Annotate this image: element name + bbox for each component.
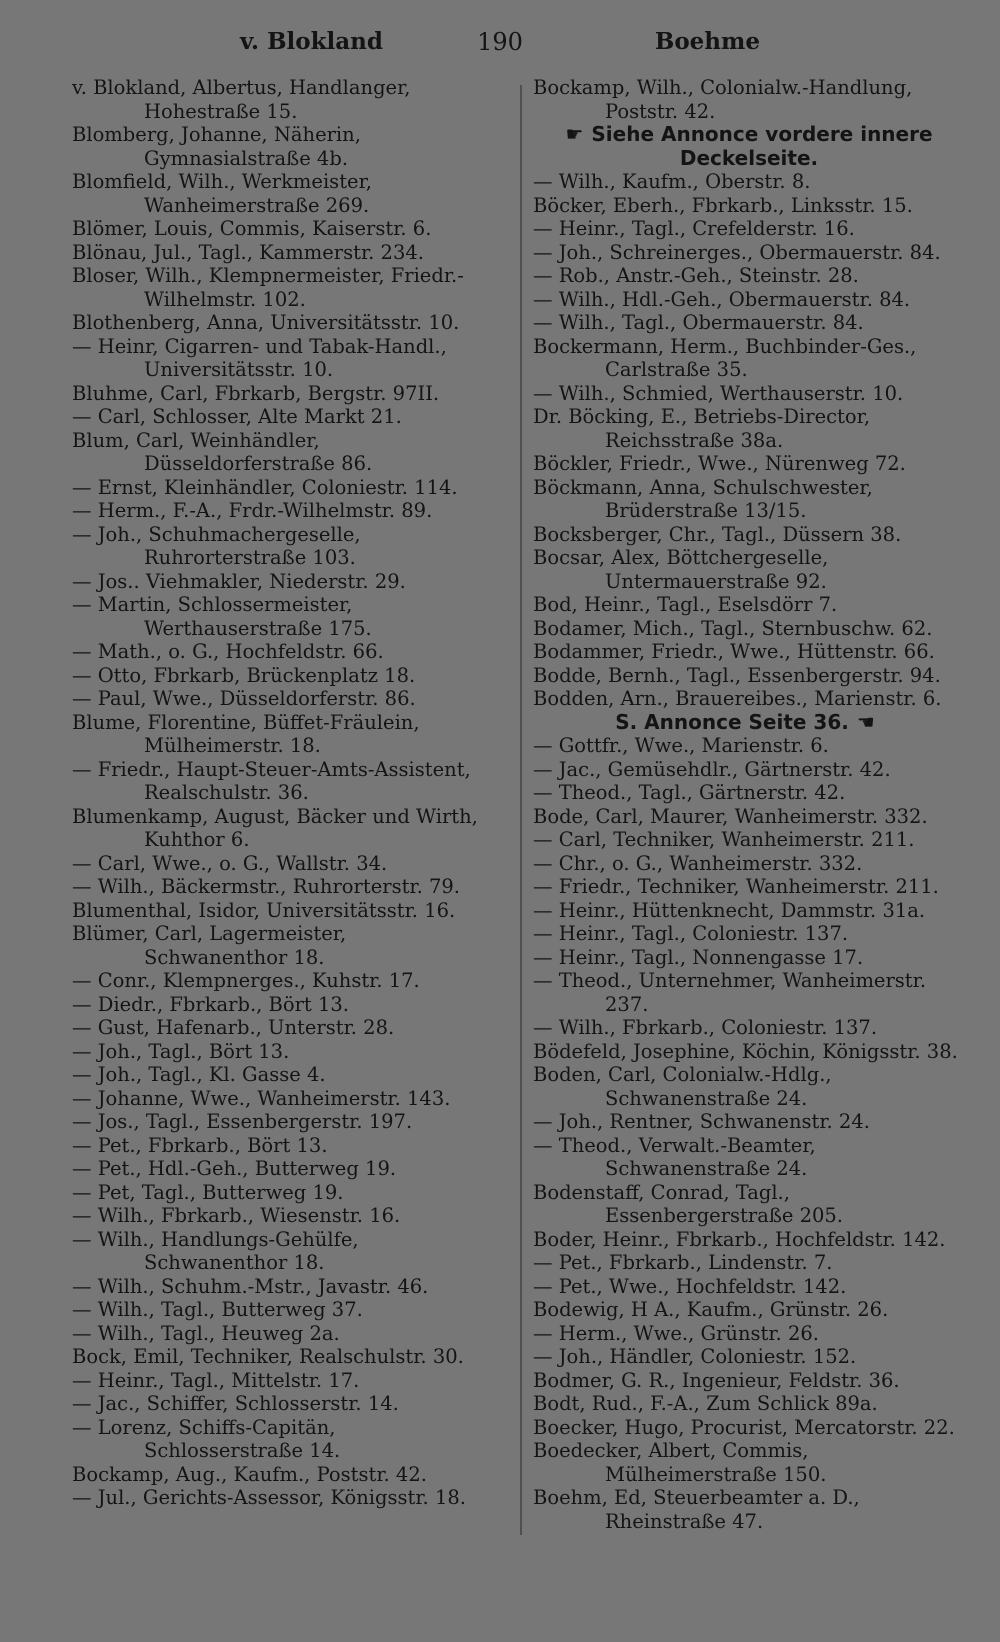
directory-entry: — Carl, Schlosser, Alte Markt 21. [72,405,402,428]
directory-entry: Bockamp, Wilh., Colonialw.-Handlung, Poststr. 42. [533,76,913,123]
header-left-catchword: v. Blokland [240,28,383,55]
directory-entry: — Heinr., Tagl., Coloniestr. 137. [533,922,849,945]
directory-entry: — Heinr., Tagl., Mittelstr. 17. [72,1368,360,1392]
left-column [72,76,492,1510]
directory-entry: — Gottfr., Wwe., Marienstr. 6. [533,734,829,757]
directory-entry: — Conr., Klempnerges., Kuhstr. 17. [72,969,420,992]
annonce-note [533,711,965,735]
directory-entry: — Jos., Tagl., Essenbergerstr. 197. [72,1110,413,1133]
directory-entry: — Wilh., Tagl., Butterweg 37. [72,1298,363,1321]
directory-entry: Dr. Böcking, E., Betriebs-Director, Reichsstraße 38a. [533,405,871,452]
annonce-text: S. Annonce Seite 36. [615,709,849,734]
directory-entry: Boden, Carl, Colonialw.-Hdlg., Schwanenstraße 24. [533,1063,832,1110]
directory-entry: — Friedr., Techniker, Wanheimerstr. 211. [533,875,939,898]
annonce-note [533,123,965,170]
annonce-text: Siehe Annonce vordere innere Deckelseite. [591,122,933,170]
directory-entry: — Joh., Tagl., Kl. Gasse 4. [72,1063,326,1086]
directory-entry: Bloser, Wilh., Klempnermeister, Friedr.-Wilhelmstr. 102. [72,264,464,311]
directory-entry: — Wilh., Schmied, Werthauserstr. 10. [533,381,904,405]
directory-entry: — Joh., Schuhmachergeselle, Ruhrorterstraße 103. [72,522,361,569]
directory-entry: Boedecker, Albert, Commis, Mülheimerstraße 150. [533,1439,827,1486]
directory-entry: Blumenthal, Isidor, Universitätsstr. 16. [72,898,456,922]
directory-entry: — Pet., Hdl.-Geh., Butterweg 19. [72,1157,397,1180]
directory-entry: — Friedr., Haupt-Steuer-Amts-Assistent, Realschulstr. 36. [72,757,471,804]
directory-entry: — Pet, Tagl., Butterweg 19. [72,1180,344,1204]
directory-entry: — Joh., Rentner, Schwanenstr. 24. [533,1110,870,1133]
directory-entry: Bodewig, H A., Kaufm., Grünstr. 26. [533,1298,889,1321]
directory-entry: — Diedr., Fbrkarb., Bört 13. [72,992,349,1016]
directory-entry: Bodt, Rud., F.-A., Zum Schlick 89a. [533,1392,878,1415]
directory-entry: Blum, Carl, Weinhändler, Düsseldorferstraße 86. [72,428,373,475]
directory-entry: Bod, Heinr., Tagl., Eselsdörr 7. [533,593,838,616]
directory-entry: — Wilh., Bäckermstr., Ruhrorterstr. 79. [72,875,461,898]
right-column [533,76,965,1533]
directory-entry: — Pet., Fbrkarb., Lindenstr. 7. [533,1251,833,1274]
directory-entry: — Johanne, Wwe., Wanheimerstr. 143. [72,1086,451,1110]
directory-entry: — Theod., Unternehmer, Wanheimerstr. 237. [533,969,927,1016]
directory-entry: Blönau, Jul., Tagl., Kammerstr. 234. [72,240,424,264]
directory-entry: — Wilh., Hdl.-Geh., Obermauerstr. 84. [533,287,911,311]
directory-entry: — Heinr, Cigarren- und Tabak-Handl., Universitätsstr. 10. [72,334,447,381]
directory-entry: Boecker, Hugo, Procurist, Mercatorstr. 22. [533,1415,955,1439]
directory-entry: — Wilh., Tagl., Heuweg 2a. [72,1321,340,1345]
directory-entry: — Martin, Schlossermeister, Werthauserstraße 175. [72,593,372,640]
page-number: 190 [477,28,523,56]
directory-entry: — Jac., Schiffer, Schlosserstr. 14. [72,1392,399,1415]
directory-entry: Böckmann, Anna, Schulschwester, Brüderstraße 13/15. [533,475,873,522]
directory-entry: — Wilh., Fbrkarb., Wiesenstr. 16. [72,1204,401,1227]
directory-entry: Blomberg, Johanne, Näherin, Gymnasialstraße 4b. [72,123,361,170]
directory-entry: — Lorenz, Schiffs-Capitän, Schlosserstraße 14. [72,1415,341,1462]
directory-entry: — Theod., Tagl., Gärtnerstr. 42. [533,781,846,804]
directory-entry: Bockamp, Aug., Kaufm., Poststr. 42. [72,1462,427,1486]
directory-entry: — Wilh., Tagl., Obermauerstr. 84. [533,311,864,334]
directory-entry: Bockermann, Herm., Buchbinder-Ges., Carlstraße 35. [533,334,917,381]
directory-entry: Bluhme, Carl, Fbrkarb, Bergstr. 97II. [72,381,440,405]
directory-entry: Bodenstaff, Conrad, Tagl., Essenbergerstraße 205. [533,1180,844,1227]
directory-entry: — Chr., o. G., Wanheimerstr. 332. [533,851,863,875]
directory-entry: Böcker, Eberh., Fbrkarb., Linksstr. 15. [533,193,913,217]
directory-entry: Bodmer, G. R., Ingenieur, Feldstr. 36. [533,1368,900,1392]
directory-entry: Blömer, Louis, Commis, Kaiserstr. 6. [72,217,432,240]
directory-entry: Böckler, Friedr., Wwe., Nürenweg 72. [533,452,906,475]
directory-entry: — Paul, Wwe., Düsseldorferstr. 86. [72,687,416,710]
directory-entry: — Wilh., Fbrkarb., Coloniestr. 137. [533,1016,878,1039]
pointing-hand-icon: ☚ [856,709,875,734]
header-right-catchword: Boehme [654,28,760,55]
directory-entry: — Pet., Fbrkarb., Bört 13. [72,1133,328,1157]
directory-entry: Boder, Heinr., Fbrkarb., Hochfeldstr. 142. [533,1227,946,1251]
directory-entry: — Otto, Fbrkarb, Brückenplatz 18. [72,663,416,687]
directory-entry: — Carl, Techniker, Wanheimerstr. 211. [533,828,915,851]
directory-entry: — Math., o. G., Hochfeldstr. 66. [72,640,384,663]
directory-entry: — Ernst, Kleinhändler, Coloniestr. 114. [72,475,458,499]
directory-entry: — Herm., Wwe., Grünstr. 26. [533,1321,819,1345]
directory-entry: Blumenkamp, August, Bäcker und Wirth, Kuhthor 6. [72,804,478,851]
directory-entry: Blümer, Carl, Lagermeister, Schwanenthor 18. [72,922,347,969]
directory-entry: — Jac., Gemüsehdlr., Gärtnerstr. 42. [533,757,891,781]
directory-entry: — Joh., Schreinerges., Obermauerstr. 84. [533,240,941,264]
page-header [0,28,1000,64]
directory-entry: Bodde, Bernh., Tagl., Essenbergerstr. 94. [533,663,941,687]
directory-entry: Bödefeld, Josephine, Köchin, Königsstr. 38. [533,1039,958,1063]
directory-entry: — Wilh., Kaufm., Oberstr. 8. [533,170,811,193]
pointing-hand-icon: ☛ [565,122,584,146]
directory-entry: Boehm, Ed, Steuerbeamter a. D., Rheinstraße 47. [533,1486,860,1533]
directory-entry: Blothenberg, Anna, Universitätsstr. 10. [72,311,460,334]
directory-entry: Bodden, Arn., Brauereibes., Marienstr. 6. [533,687,942,710]
directory-entry: Bodamer, Mich., Tagl., Sternbuschw. 62. [533,616,933,640]
directory-entry: — Rob., Anstr.-Geh., Steinstr. 28. [533,264,859,287]
directory-entry: — Joh., Tagl., Bört 13. [72,1039,290,1063]
directory-entry: Bode, Carl, Maurer, Wanheimerstr. 332. [533,804,928,828]
directory-entry: Bocsar, Alex, Böttchergeselle, Untermauerstraße 92. [533,546,829,593]
directory-entry: — Carl, Wwe., o. G., Wallstr. 34. [72,851,388,875]
directory-entry: — Heinr., Tagl., Nonnengasse 17. [533,945,864,969]
directory-entry: — Herm., F.-A., Frdr.-Wilhelmstr. 89. [72,499,433,522]
directory-entry: — Gust, Hafenarb., Unterstr. 28. [72,1016,395,1039]
directory-entry: Bodammer, Friedr., Wwe., Hüttenstr. 66. [533,640,935,663]
directory-entry: Blomfield, Wilh., Werkmeister, Wanheimerstraße 269. [72,170,372,217]
directory-entry: — Heinr., Tagl., Crefelderstr. 16. [533,217,855,240]
directory-entry: Bocksberger, Chr., Tagl., Düssern 38. [533,522,902,546]
directory-entry: — Theod., Verwalt.-Beamter, Schwanenstraße 24. [533,1133,816,1180]
column-divider [520,85,522,1535]
directory-entry: — Wilh., Handlungs-Gehülfe, Schwanenthor 18. [72,1227,359,1274]
directory-entry: — Jul., Gerichts-Assessor, Königsstr. 18. [72,1486,466,1509]
directory-entry: — Wilh., Schuhm.-Mstr., Javastr. 46. [72,1274,429,1298]
directory-entry: Blume, Florentine, Büffet-Fräulein, Mülheimerstr. 18. [72,710,420,757]
directory-entry: Bock, Emil, Techniker, Realschulstr. 30. [72,1345,464,1368]
directory-entry: — Joh., Händler, Coloniestr. 152. [533,1345,857,1368]
directory-entry: — Pet., Wwe., Hochfeldstr. 142. [533,1274,847,1298]
directory-entry: — Heinr., Hüttenknecht, Dammstr. 31a. [533,898,926,922]
directory-entry: — Jos.. Viehmakler, Niederstr. 29. [72,569,406,593]
directory-entry: v. Blokland, Albertus, Handlanger, Hohestraße 15. [72,76,411,123]
